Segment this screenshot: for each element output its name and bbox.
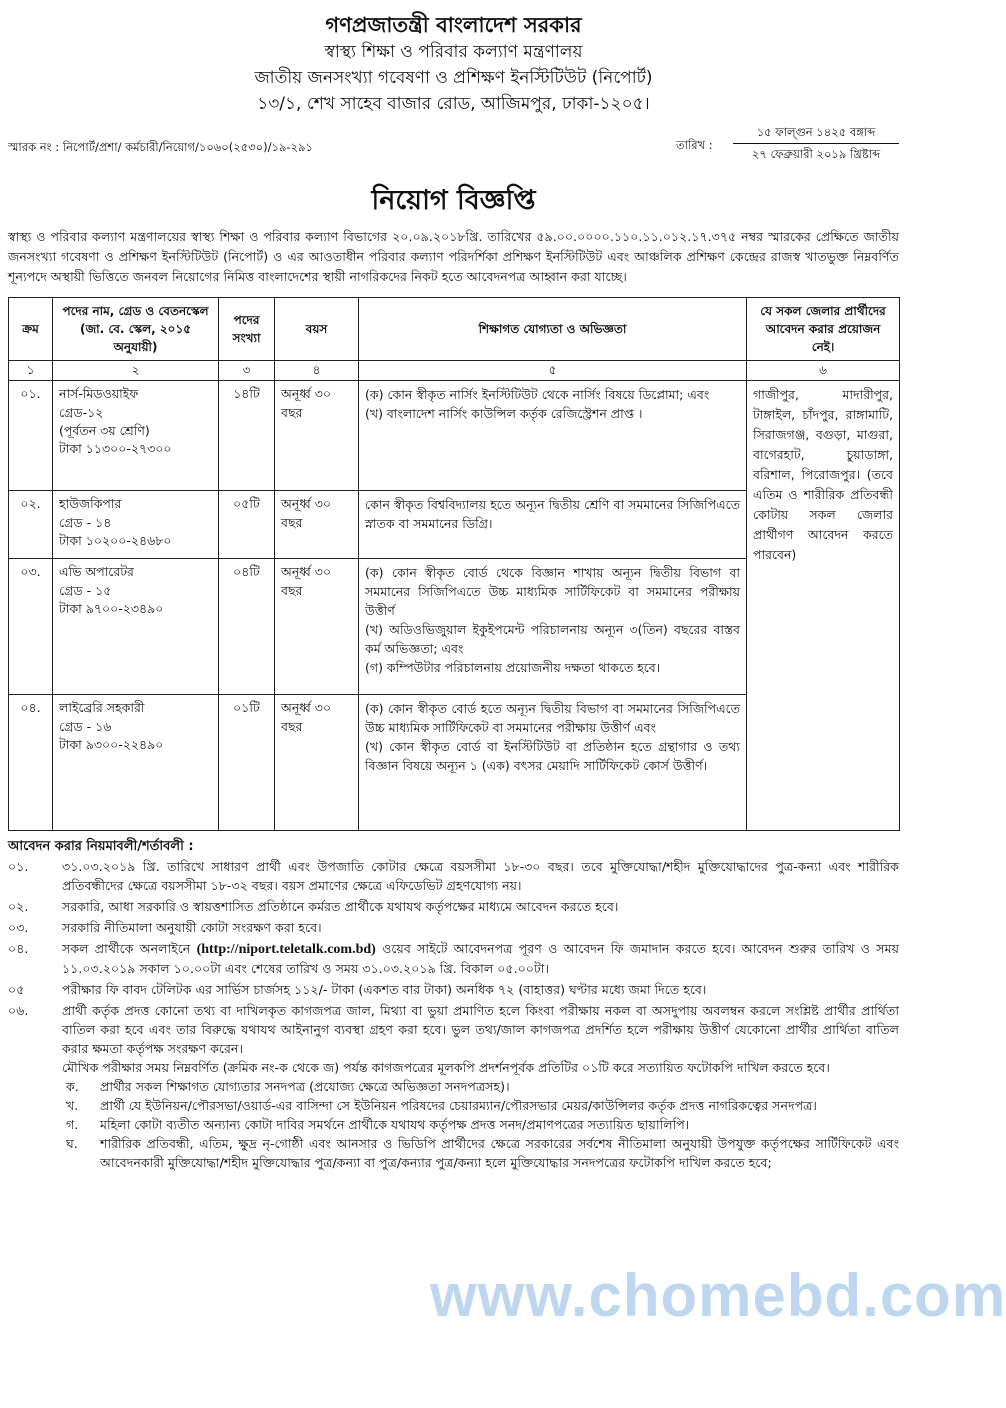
- column-number: ১: [9, 361, 53, 381]
- condition-number: ০৬.: [8, 1003, 29, 1019]
- date-bangla: ১৫ ফাল্গুন ১৪২৫ বঙ্গাব্দ: [733, 123, 899, 144]
- government-name: গণপ্রজাতন্ত্রী বাংলাদেশ সরকার: [325, 13, 582, 37]
- column-number: ৩: [219, 361, 275, 381]
- document-item: [8, 1115, 899, 1134]
- document-item: [8, 1134, 899, 1172]
- column-number: ৪: [275, 361, 359, 381]
- condition-text: প্রার্থী কর্তৃক প্রদত্ত কোনো তথ্য বা দাখিলকৃত কাগজপত্র জাল, মিথ্যা বা ভুয়া প্রমাণিত হলে কিংবা পরীক্ষায় নকল বা অসদুপায় অবলম্বন করলে সংশ্লিষ্ট প্রার্থীর প্রার্থিতা বাতিল করা হবে এবং তার বিরুদ্ধে যথাযথ আইনানুগ ব্যবস্থা গ্রহণ করা হবে। ভুল তথ্য/জাল কাগজপত্র প্রদর্শিত হলে পরীক্ষায় উত্তীর্ণ যেকোনো প্রার্থীর প্রার্থিতা বাতিল করার ক্ষমতা কর্তৃপক্ষ সংরক্ষণ করেন।: [62, 1003, 899, 1057]
- date-english: ২৭ ফেব্রুয়ারী ২০১৯ খ্রিষ্টাব্দ: [751, 147, 881, 161]
- institute-name: জাতীয় জনসংখ্যা গবেষণা ও প্রশিক্ষণ ইনস্টিটিউট (নিপোর্ট): [254, 68, 653, 88]
- condition-item: [8, 918, 899, 937]
- column-number: ৬: [747, 361, 900, 381]
- conditions-heading: আবেদন করার নিয়মাবলী/শর্তাবলী :: [8, 839, 194, 855]
- row-count: ০১টি: [219, 695, 275, 831]
- post-grade: গ্রেড - ১৪: [59, 514, 112, 530]
- date-label: তারিখ :: [676, 138, 713, 152]
- row-serial: ০৩.: [9, 559, 53, 695]
- condition-text-pre: সকল প্রার্থীকে অনলাইনে: [62, 941, 197, 957]
- document-letter: ক.: [66, 1079, 79, 1095]
- post-grade: গ্রেড - ১৬: [59, 718, 112, 734]
- row-age: অনূর্ধ্ব ৩০ বছর: [275, 491, 359, 559]
- table-row: [9, 381, 900, 491]
- post-title: এভি অপারেটর: [59, 564, 134, 580]
- header-qualification: শিক্ষাগত যোগ্যতা ও অভিজ্ঞতা: [359, 298, 747, 361]
- row-serial: ০২.: [9, 491, 53, 559]
- header-count: পদের সংখ্যা: [219, 298, 275, 361]
- document-text: শারীরিক প্রতিবন্ধী, এতিম, ক্ষুদ্র নৃ-গোষ্ঠী এবং আনসার ও ভিডিপি প্রার্থীদের ক্ষেত্রে সরকারের সর্বশেষ নীতিমালা অনুযায়ী উপযুক্ত কর্তৃপক্ষের সার্টিফিকেট এবং আবেদনকারী মুক্তিযোদ্ধা/শহীদ মুক্তিযোদ্ধার পুত্র/কন্যা বা পুত্র/কন্যার পুত্র/কন্যা হলে মুক্তিযোদ্ধার সনদপত্রের ফটোকপি দাখিল করতে হবে;: [100, 1136, 899, 1171]
- header-serial: ক্রম: [9, 298, 53, 361]
- memo-reference: স্মারক নং : নিপোর্ট/প্রশা/ কর্মচারী/নিয়োগ/১০৬০(২৫৩০)/১৯-২৯১: [8, 140, 313, 154]
- condition-text-post: ওয়েব সাইটে আবেদনপত্র পূরণ ও আবেদন ফি জমাদান করতে হবে। আবেদন শুরুর তারিখ ও সময় ১১.০৩.২০১৯ সকাল ১০.০০টা এবং শেষের তারিখ ও সময় ৩১.০৩.২০১৯ খ্রি. বিকাল ০৫.০০টা।: [62, 941, 899, 977]
- header-post: পদের নাম, গ্রেড ও বেতনস্কেল (জা. বে. স্কেল, ২০১৫ অনুযায়ী): [53, 298, 219, 361]
- document-item: [8, 1096, 899, 1115]
- post-note: (পূর্বতন ৩য় শ্রেণি): [59, 422, 150, 438]
- post-scale: টাকা ১০২০০-২৪৬৮০: [59, 532, 172, 548]
- post-grade: গ্রেড-১২: [59, 404, 104, 420]
- row-qualification: [359, 491, 747, 559]
- row-post: [53, 381, 219, 491]
- viva-note-text: মৌখিক পরীক্ষার সময় নিম্নবর্ণিত (ক্রমিক নং-ক থেকে জ) পর্যন্ত কাগজপত্রের মূলকপি প্রদর্শনপূর্বক প্রতিটির ০১টি করে সত্যায়িত ফটোকপি দাখিল করতে হবে।: [62, 1060, 830, 1076]
- column-number: ২: [53, 361, 219, 381]
- ministry-name: স্বাস্থ্য শিক্ষা ও পরিবার কল্যাণ মন্ত্রণালয়: [324, 42, 583, 62]
- post-grade: গ্রেড - ১৫: [59, 582, 112, 598]
- document-text: মহিলা কোটা ব্যতীত অন্যান্য কোটা দাবির সমর্থনে প্রার্থীকে যথাযথ কর্তৃপক্ষ প্রদত্ত সনদ/প্রমাণপত্রের সত্যায়িত ছায়ালিপি।: [100, 1117, 690, 1133]
- document-letter: গ.: [66, 1117, 79, 1133]
- row-post: [53, 491, 219, 559]
- qualification-item: (গ) কম্পিউটার পরিচালনায় প্রয়োজনীয় দক্ষতা থাকতে হবে।: [365, 660, 661, 676]
- row-count: ১৪টি: [219, 381, 275, 491]
- condition-text: ৩১.০৩.২০১৯ খ্রি. তারিখে সাধারণ প্রার্থী এবং উপজাতি কোটার ক্ষেত্রে বয়সসীমা ১৮-৩০ বছর। তবে মুক্তিযোদ্ধা/শহীদ মুক্তিযোদ্ধাদের পুত্র-কন্যা এবং শারীরিক প্রতিবন্ধীদের ক্ষেত্রে বয়সসীমা ১৮-৩২ বছর। বয়স প্রমাণের ক্ষেত্রে এফিডেভিট গ্রহণযোগ্য নয়।: [62, 859, 899, 894]
- notice-title: নিয়োগ বিজ্ঞপ্তি: [371, 185, 536, 216]
- document-text: প্রার্থীর সকল শিক্ষাগত যোগ্যতার সনদপত্র (প্রযোজ্য ক্ষেত্রে অভিজ্ঞতা সনদপত্রসহ)।: [100, 1079, 510, 1095]
- condition-text: পরীক্ষার ফি বাবদ টেলিটক এর সার্ভিস চার্জসহ ১১২/- টাকা (একশত বার টাকা) অনধিক ৭২ (বাহাত্তর) ঘণ্টার মধ্যে জমা দিতে হবে।: [62, 982, 707, 998]
- date-box: [733, 123, 899, 164]
- row-age: অনূর্ধ্ব ৩০ বছর: [275, 381, 359, 491]
- column-number: ৫: [359, 361, 747, 381]
- row-post: [53, 695, 219, 831]
- condition-item: [8, 939, 899, 978]
- condition-item: [8, 980, 899, 999]
- document-letter: খ.: [66, 1098, 79, 1114]
- qualification-item: (খ) অডিওভিজুয়াল ইকুইপমেন্ট পরিচালনায় অন্যূন ৩(তিন) বছরের বাস্তব কর্ম অভিজ্ঞতা; এবং: [365, 622, 740, 657]
- row-post: [53, 559, 219, 695]
- condition-number: ০২.: [8, 899, 29, 915]
- document-text: প্রার্থী যে ইউনিয়ন/পৌরসভা/ওয়ার্ড-এর বাসিন্দা সে ইউনিয়ন পরিষদের চেয়ারম্যান/পৌরসভার মেয়র/কাউন্সিলর কর্তৃক প্রদত্ত নাগরিকত্বের সনদপত্র।: [100, 1098, 817, 1114]
- header-age: বয়স: [275, 298, 359, 361]
- condition-item: [8, 897, 899, 916]
- qualification-item: (খ) কোন স্বীকৃত বোর্ড বা ইনস্টিটিউট বা প্রতিষ্ঠান হতে গ্রন্থাগার ও তথ্য বিজ্ঞান বিষয়ে অন্যূন ১ (এক) বৎসর মেয়াদি সার্টিফিকেট কোর্স উত্তীর্ণ।: [365, 739, 740, 774]
- condition-number: ০১.: [8, 859, 29, 875]
- post-scale: টাকা ১১৩০০-২৭৩০০: [59, 440, 172, 456]
- condition-text: সরকারি, আধা সরকারি ও স্বায়ত্তশাসিত প্রতিষ্ঠানে কর্মরত প্রার্থীকে যথাযথ কর্তৃপক্ষের মাধ্যমে আবেদন করতে হবে।: [62, 899, 619, 915]
- row-qualification: [359, 381, 747, 491]
- vacancy-table: [8, 297, 900, 831]
- document-item: [8, 1077, 899, 1096]
- memo-row: [8, 123, 899, 167]
- qualification-item: (খ) বাংলাদেশ নার্সিং কাউন্সিল কর্তৃক রেজিস্ট্রেশন প্রাপ্ত ।: [365, 406, 643, 422]
- qualification-item: (ক) কোন স্বীকৃত নার্সিং ইনস্টিটিউট থেকে নার্সিং বিষয়ে ডিপ্লোমা; এবং: [365, 387, 710, 403]
- row-count: ০৫টি: [219, 491, 275, 559]
- site-watermark: www.chomebd.com: [430, 1262, 1006, 1329]
- viva-note: [8, 1058, 899, 1077]
- qualification-item: (ক) কোন স্বীকৃত বোর্ড হতে অন্যূন দ্বিতীয় বিভাগ বা সমমানের সিজিপিএতে উচ্চ মাধ্যমিক সার্টিফিকেট বা সমমানের পরীক্ষায় উত্তীর্ণ এবং: [365, 701, 740, 736]
- letterhead: [8, 10, 899, 117]
- row-qualification: [359, 559, 747, 695]
- qualification-item: (ক) কোন স্বীকৃত বোর্ড থেকে বিজ্ঞান শাখায় অন্যূন দ্বিতীয় বিভাগ বা সমমানের সিজিপিএতে উচ্চ মাধ্যমিক সার্টিফিকেট বা সমমানের পরীক্ষায় উত্তীর্ণ: [365, 565, 740, 619]
- application-url-link[interactable]: (http://niport.teletalk.com.bd): [196, 942, 376, 958]
- row-age: অনূর্ধ্ব ৩০ বছর: [275, 559, 359, 695]
- post-title: নার্স-মিডওয়াইফ: [59, 386, 139, 402]
- row-age: অনূর্ধ্ব ৩০ বছর: [275, 695, 359, 831]
- row-serial: ০৪.: [9, 695, 53, 831]
- table-header-row: [9, 298, 900, 361]
- post-scale: টাকা ৯৭০০-২৩৪৯০: [59, 600, 164, 616]
- condition-item: [8, 857, 899, 895]
- qualification-item: কোন স্বীকৃত বিশ্ববিদ্যালয় হতে অন্যূন দ্বিতীয় শ্রেণি বা সমমানের সিজিপিএতে স্নাতক বা সমমানের ডিগ্রি।: [365, 497, 740, 532]
- condition-item: [8, 1001, 899, 1058]
- row-serial: ০১.: [9, 381, 53, 491]
- intro-paragraph: স্বাস্থ্য ও পরিবার কল্যাণ মন্ত্রণালয়ের স্বাস্থ্য শিক্ষা ও পরিবার কল্যাণ বিভাগের ২০.০৯.২০১৮খ্রি. তারিখের ৫৯.০০.০০০০.১১০.১১.০১২.১৭.৩৭৫ নম্বর স্মারকের প্রেক্ষিতে জাতীয় জনসংখ্যা গবেষণা ও প্রশিক্ষণ ইনস্টিটিউট (নিপোর্ট) ও এর আওতাধীন পরিবার কল্যাণ পরিদর্শিকা প্রশিক্ষণ ইনস্টিটিউট এবং আঞ্চলিক প্রশিক্ষণ কেন্দ্রের রাজস্ব খাতভুক্ত নিম্নবর্ণিত শূন্যপদে অস্থায়ী ভিত্তিতে জনবল নিয়োগের নিমিত্ত বাংলাদেশের স্থায়ী নাগরিকদের নিকট হতে আবেদনপত্র আহ্বান করা যাচ্ছে।: [8, 229, 899, 284]
- excluded-districts: গাজীপুর, মাদারীপুর, টাঙ্গাইল, চাঁদপুর, রাঙ্গামাটি, সিরাজগঞ্জ, বগুড়া, মাগুরা, বাগেরহাট, চুয়াডাঙ্গা, বরিশাল, পিরোজপুর। (তবে এতিম ও শারীরিক প্রতিবন্ধী কোটায় সকল জেলার প্রার্থীগণ আবেদন করতে পারবেন): [747, 381, 900, 831]
- column-number-row: [9, 361, 900, 381]
- row-count: ০৪টি: [219, 559, 275, 695]
- post-title: লাইব্রেরি সহকারী: [59, 700, 145, 716]
- document-letter: ঘ.: [66, 1136, 78, 1152]
- condition-number: ০৫: [8, 982, 25, 998]
- condition-number: ০৩.: [8, 920, 29, 936]
- row-qualification: [359, 695, 747, 831]
- institute-address: ১৩/১, শেখ সাহেব বাজার রোড, আজিমপুর, ঢাকা-১২০৫।: [257, 94, 650, 114]
- condition-number: ০৪.: [8, 941, 29, 957]
- condition-text: সরকারি নীতিমালা অনুযায়ী কোটা সংরক্ষণ করা হবে।: [62, 920, 322, 936]
- post-scale: টাকা ৯৩০০-২২৪৯০: [59, 736, 164, 752]
- post-title: হাউজকিপার: [59, 496, 122, 512]
- header-districts: যে সকল জেলার প্রার্থীদের আবেদন করার প্রয়োজন নেই।: [747, 298, 900, 361]
